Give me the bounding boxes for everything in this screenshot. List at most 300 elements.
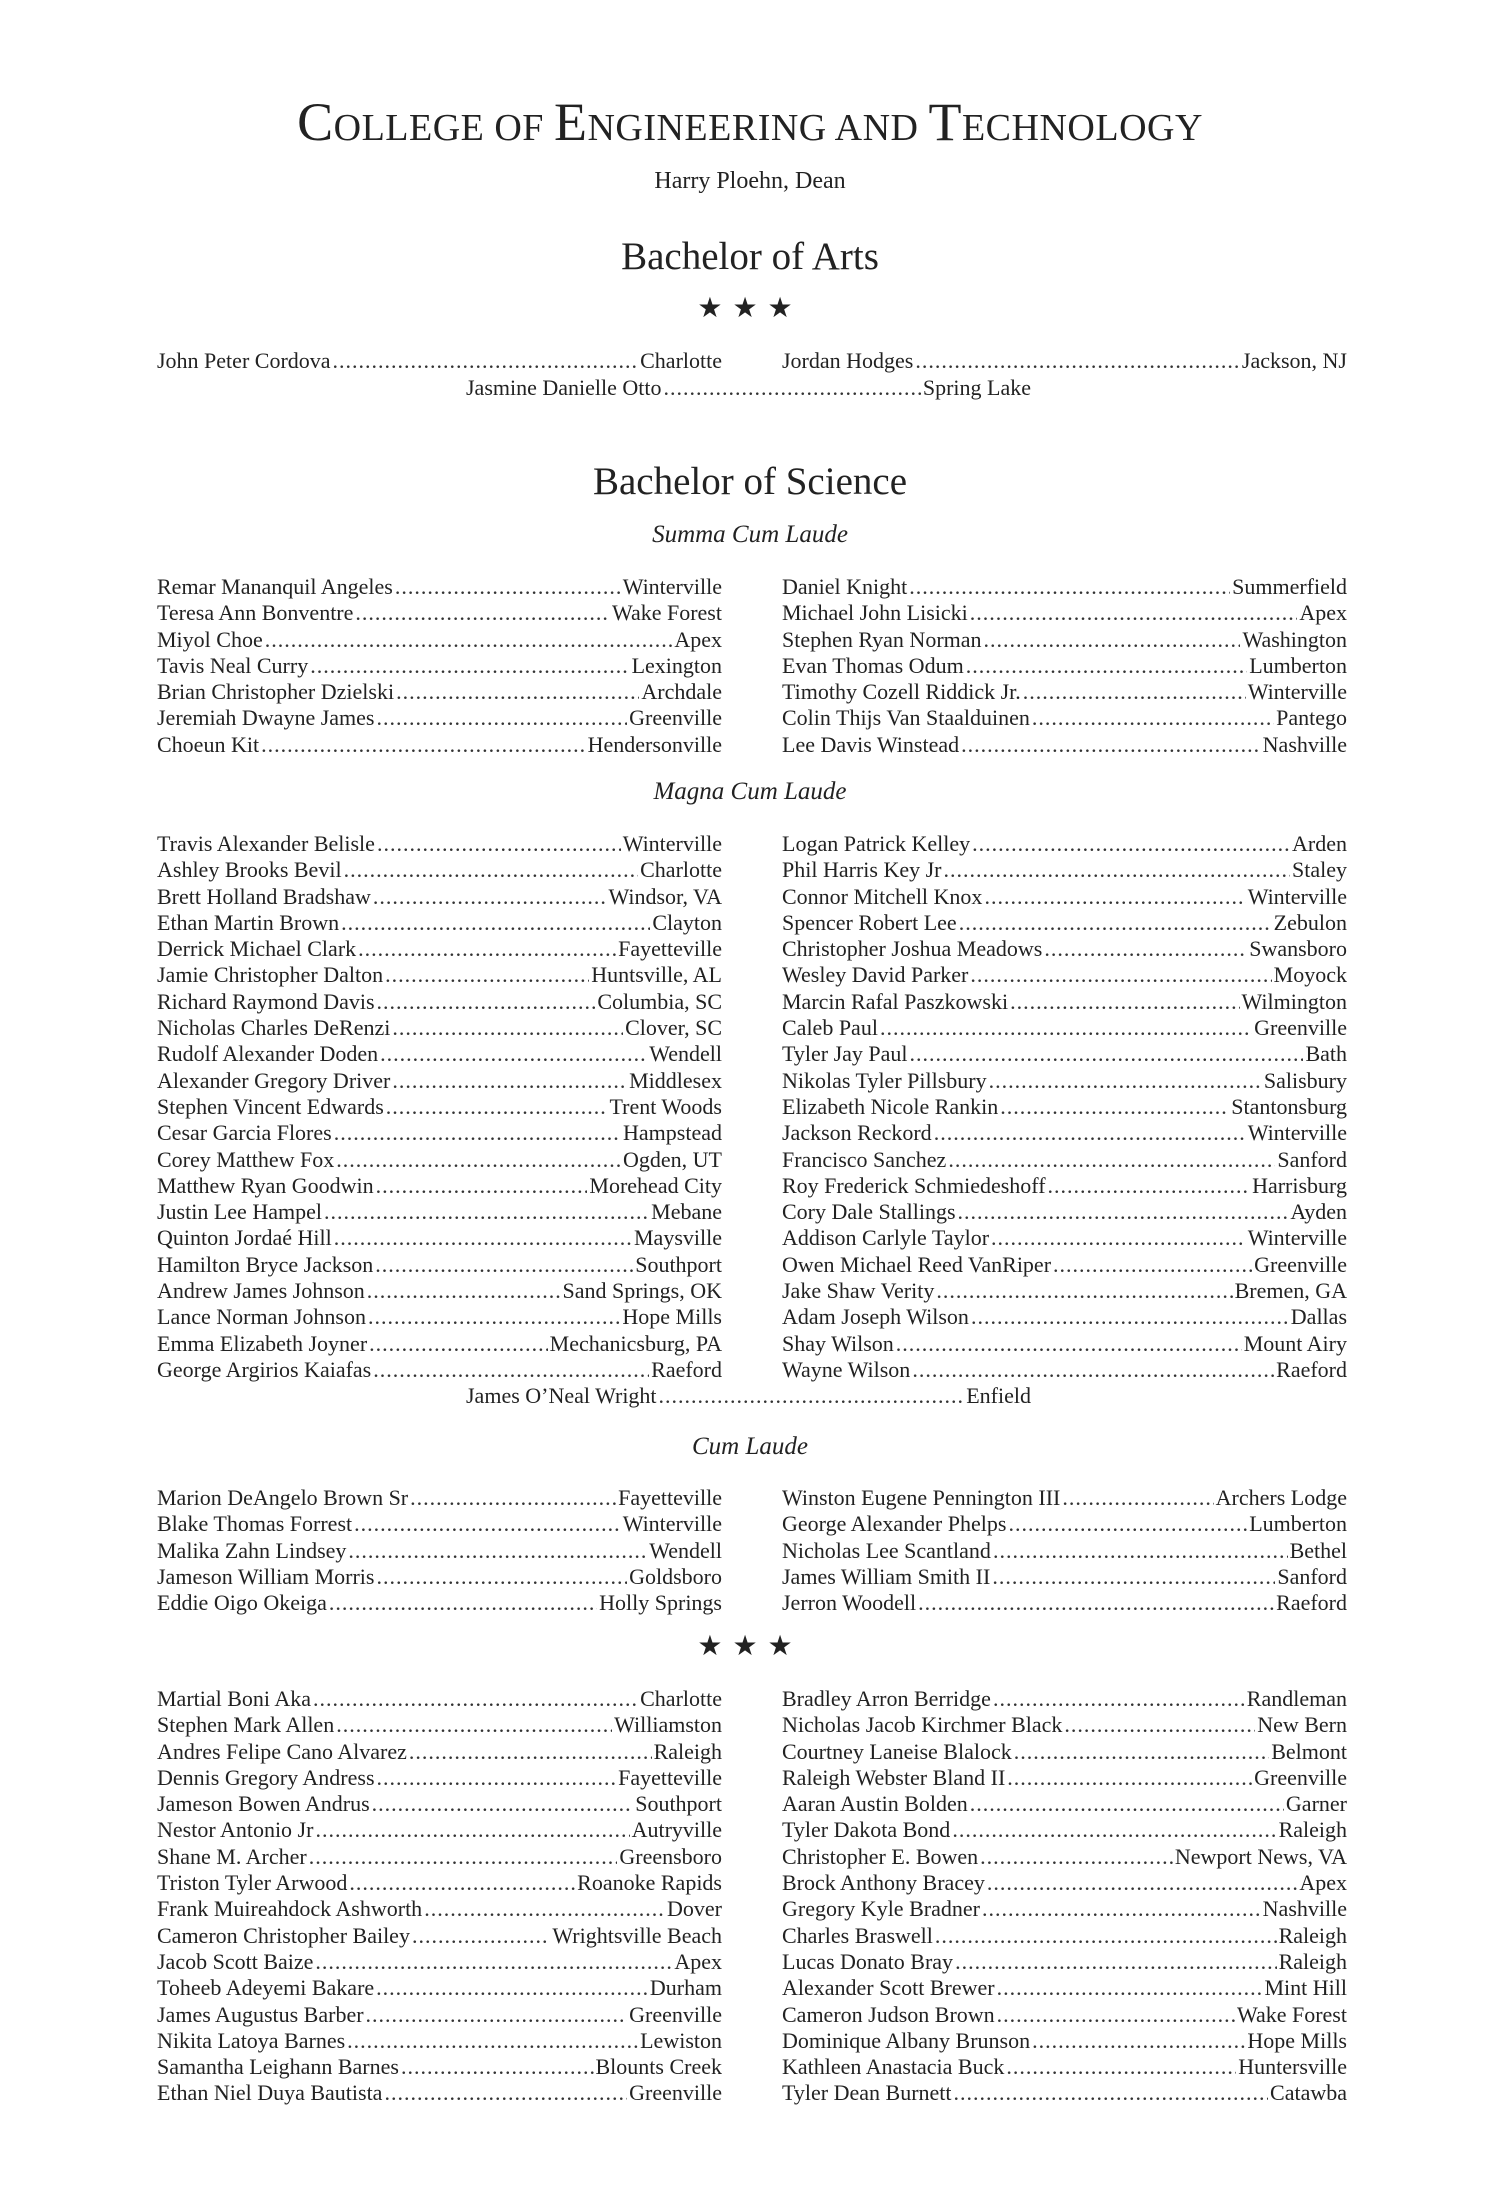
graduate-name: Ethan Niel Duya Bautista — [157, 2080, 383, 2106]
graduate-hometown: Jackson, NJ — [1241, 348, 1347, 373]
dot-leader — [880, 1015, 1252, 1041]
graduate-hometown: Staley — [1292, 857, 1347, 883]
graduate-hometown: Mechanicsburg, PA — [549, 1330, 722, 1356]
graduate-name: Brett Holland Bradshaw — [157, 883, 371, 909]
dot-leader — [315, 1817, 629, 1843]
dot-leader — [392, 1068, 627, 1094]
magna-center-entry — [466, 1383, 1031, 1409]
list-item — [782, 1896, 1347, 1922]
graduate-name: Owen Michael Reed VanRiper — [782, 1251, 1052, 1277]
graduate-hometown: Fayetteville — [618, 936, 722, 962]
graduate-name: Aaran Austin Bolden — [782, 1791, 968, 1817]
list-item — [782, 1015, 1347, 1041]
list-item — [466, 1383, 1031, 1409]
list-item — [782, 1564, 1347, 1590]
graduate-hometown: Apex — [674, 626, 722, 652]
list-item — [157, 857, 722, 883]
dot-leader — [954, 2080, 1269, 2106]
graduate-hometown: Clover, SC — [625, 1015, 722, 1041]
graduate-name: John Peter Cordova — [157, 348, 331, 373]
title-cap-1: C — [297, 92, 334, 152]
general-left-column — [157, 1686, 722, 2107]
graduate-name: Richard Raymond Davis — [157, 988, 375, 1014]
ba-heading: Bachelor of Arts — [621, 235, 879, 278]
graduate-hometown: Hendersonville — [587, 731, 722, 757]
list-item — [782, 1739, 1347, 1765]
graduate-hometown: Archers Lodge — [1215, 1485, 1347, 1510]
graduate-name: Tyler Dakota Bond — [782, 1817, 951, 1843]
graduate-name: Andrew James Johnson — [157, 1278, 365, 1304]
graduate-hometown: Apex — [1299, 600, 1347, 626]
list-item — [782, 1511, 1347, 1537]
graduate-hometown: Hampstead — [623, 1120, 722, 1146]
graduate-name: Martial Boni Aka — [157, 1686, 311, 1711]
graduate-hometown: Greenville — [1254, 1015, 1347, 1041]
graduate-name: Hamilton Bryce Jackson — [157, 1251, 374, 1277]
list-item — [782, 1712, 1347, 1738]
list-item — [157, 1173, 722, 1199]
list-item — [157, 1765, 722, 1791]
list-item — [157, 1278, 722, 1304]
list-item — [157, 910, 722, 936]
graduate-hometown: Dallas — [1290, 1304, 1347, 1330]
list-item — [157, 1923, 722, 1949]
dot-leader — [377, 1765, 617, 1791]
dot-leader — [369, 1331, 548, 1357]
graduate-hometown: Raleigh — [1278, 1922, 1347, 1948]
graduate-hometown: Apex — [674, 1948, 722, 1974]
graduate-hometown: Blounts Creek — [595, 2054, 722, 2080]
dot-leader — [1048, 1173, 1251, 1199]
dot-leader — [1062, 1485, 1213, 1511]
graduate-name: Jameson Bowen Andrus — [157, 1791, 370, 1817]
graduate-hometown: Mebane — [651, 1199, 722, 1225]
ba-right-column — [782, 348, 1347, 374]
dot-leader — [341, 910, 650, 936]
graduate-name: Charles Braswell — [782, 1922, 933, 1948]
dot-leader — [961, 732, 1261, 758]
dot-leader — [659, 1383, 965, 1409]
list-item — [782, 1068, 1347, 1094]
dot-leader — [896, 1331, 1242, 1357]
list-item — [782, 574, 1347, 600]
list-item — [782, 2080, 1347, 2106]
dot-leader — [934, 1120, 1246, 1146]
graduate-name: Blake Thomas Forrest — [157, 1511, 353, 1537]
dot-leader — [372, 1791, 634, 1817]
dot-leader — [987, 1870, 1297, 1896]
dot-leader — [336, 1147, 621, 1173]
cum-laude-heading: Cum Laude — [692, 1433, 808, 1460]
graduate-hometown: Clayton — [652, 909, 722, 935]
dot-leader — [1014, 1739, 1270, 1765]
list-item — [157, 1015, 722, 1041]
graduate-name: Elizabeth Nicole Rankin — [782, 1093, 999, 1119]
graduate-hometown: Roanoke Rapids — [577, 1870, 722, 1896]
graduate-hometown: Autryville — [631, 1817, 722, 1843]
graduate-name: Lee Davis Winstead — [782, 731, 960, 757]
graduate-name: Ethan Martin Brown — [157, 909, 340, 935]
list-item — [782, 831, 1347, 857]
graduate-name: Toheeb Adeyemi Bakare — [157, 1975, 375, 2001]
magna-right-column — [782, 831, 1347, 1383]
list-item — [157, 732, 722, 758]
cum-laude-left-column — [157, 1485, 722, 1616]
graduate-hometown: Maysville — [634, 1225, 722, 1251]
graduate-hometown: Sanford — [1277, 1146, 1347, 1172]
graduate-name: Nikita Latoya Barnes — [157, 2027, 346, 2053]
graduate-name: Christopher E. Bowen — [782, 1843, 979, 1869]
graduate-hometown: Mount Airy — [1243, 1330, 1347, 1356]
graduate-hometown: Wilmington — [1241, 988, 1347, 1014]
dot-leader — [329, 1590, 597, 1616]
graduate-hometown: Greenville — [629, 705, 722, 731]
list-item — [782, 2002, 1347, 2028]
graduate-name: James Augustus Barber — [157, 2001, 364, 2027]
graduate-hometown: Hope Mills — [1247, 2027, 1347, 2053]
dean-line: Harry Ploehn, Dean — [654, 168, 846, 194]
dot-leader — [936, 1278, 1232, 1304]
graduate-hometown: Holly Springs — [599, 1590, 722, 1616]
graduate-name: Phil Harris Key Jr — [782, 857, 942, 883]
graduate-name: Lance Norman Johnson — [157, 1304, 366, 1330]
dot-leader — [971, 1304, 1289, 1330]
dot-leader — [912, 1357, 1274, 1383]
list-item — [157, 1739, 722, 1765]
list-item — [782, 1199, 1347, 1225]
list-item — [782, 1949, 1347, 1975]
dot-leader — [1044, 936, 1247, 962]
graduate-name: Roy Frederick Schmiedeshoff — [782, 1172, 1046, 1198]
dot-leader — [915, 348, 1240, 374]
list-item — [782, 627, 1347, 653]
graduate-name: Jamie Christopher Dalton — [157, 962, 384, 988]
graduate-hometown: Wake Forest — [1236, 2001, 1347, 2027]
general-right-column — [782, 1686, 1347, 2107]
list-item — [157, 627, 722, 653]
graduate-name: Dominique Albany Brunson — [782, 2027, 1031, 2053]
graduate-name: Alexander Scott Brewer — [782, 1975, 995, 2001]
graduate-hometown: Sand Springs, OK — [562, 1278, 722, 1304]
graduate-hometown: Wrightsville Beach — [552, 1922, 722, 1948]
dot-leader — [358, 936, 616, 962]
graduate-hometown: Apex — [1299, 1870, 1347, 1896]
graduate-hometown: Ogden, UT — [623, 1146, 722, 1172]
graduate-name: Marcin Rafal Paszkowski — [782, 988, 1009, 1014]
graduate-hometown: Trent Woods — [609, 1093, 722, 1119]
list-item — [782, 1304, 1347, 1330]
dot-leader — [970, 1791, 1284, 1817]
graduate-name: Daniel Knight — [782, 574, 908, 599]
list-item — [782, 962, 1347, 988]
graduate-hometown: Newport News, VA — [1174, 1843, 1347, 1869]
graduate-hometown: Sanford — [1277, 1563, 1347, 1589]
list-item — [157, 574, 722, 600]
list-item — [157, 2080, 722, 2106]
dot-leader — [1007, 1765, 1252, 1791]
title-rest-2: NGINEERING AND — [587, 107, 919, 149]
dot-leader — [997, 2002, 1235, 2028]
graduate-hometown: Summerfield — [1232, 574, 1347, 599]
dot-leader — [918, 1590, 1274, 1616]
magna-left-column — [157, 831, 722, 1383]
graduate-name: Stephen Mark Allen — [157, 1712, 335, 1738]
dot-leader — [368, 1304, 620, 1330]
list-item — [157, 1304, 722, 1330]
graduate-hometown: Winterville — [1247, 1225, 1347, 1251]
list-item — [157, 1199, 722, 1225]
graduate-name: Cory Dale Stallings — [782, 1199, 956, 1225]
list-item — [466, 375, 1031, 401]
graduate-name: Nicholas Jacob Kirchmer Black — [782, 1712, 1063, 1738]
graduate-name: Stephen Vincent Edwards — [157, 1093, 384, 1119]
list-item — [157, 2054, 722, 2080]
graduate-name: Jordan Hodges — [782, 348, 914, 373]
list-item — [157, 1817, 722, 1843]
list-item — [157, 1538, 722, 1564]
graduate-hometown: Enfield — [966, 1383, 1031, 1408]
list-item — [157, 1870, 722, 1896]
graduate-name: Emma Elizabeth Joyner — [157, 1330, 368, 1356]
dot-leader — [1008, 1511, 1247, 1537]
list-item — [782, 1485, 1347, 1511]
graduate-name: Lucas Donato Bray — [782, 1948, 954, 1974]
graduate-hometown: Harrisburg — [1252, 1172, 1347, 1198]
graduate-hometown: Garner — [1285, 1791, 1347, 1817]
graduate-name: Frank Muireahdock Ashworth — [157, 1896, 423, 1922]
dot-leader — [373, 884, 607, 910]
dot-leader — [412, 1923, 550, 1949]
dot-leader — [909, 574, 1230, 600]
graduate-name: James O’Neal Wright — [466, 1383, 657, 1408]
ba-center-entry — [466, 375, 1031, 401]
list-item — [782, 1120, 1347, 1146]
graduate-name: Nikolas Tyler Pillsbury — [782, 1067, 987, 1093]
dot-leader — [261, 732, 586, 758]
graduate-hometown: Greenville — [629, 2080, 722, 2106]
graduate-name: Jake Shaw Verity — [782, 1278, 935, 1304]
dot-leader — [380, 1041, 647, 1067]
graduate-name: George Alexander Phelps — [782, 1511, 1007, 1537]
graduate-hometown: Hope Mills — [622, 1304, 722, 1330]
list-item — [782, 1147, 1347, 1173]
dot-leader — [1010, 989, 1239, 1015]
graduate-hometown: Washington — [1242, 626, 1347, 652]
list-item — [782, 1538, 1347, 1564]
dot-leader — [958, 1199, 1289, 1225]
list-item — [782, 1331, 1347, 1357]
list-item — [157, 348, 722, 374]
dot-leader — [377, 989, 596, 1015]
graduate-hometown: Raleigh — [653, 1738, 722, 1764]
graduate-hometown: Goldsboro — [629, 1563, 722, 1589]
graduate-hometown: Bath — [1305, 1041, 1347, 1067]
graduate-name: Christopher Joshua Meadows — [782, 936, 1043, 962]
list-item — [782, 705, 1347, 731]
dot-leader — [992, 1564, 1275, 1590]
graduate-name: Bradley Arron Berridge — [782, 1686, 991, 1711]
list-item — [157, 1357, 722, 1383]
graduate-hometown: Salisbury — [1263, 1067, 1347, 1093]
graduate-hometown: Stantonsburg — [1231, 1093, 1347, 1119]
graduate-name: Brian Christopher Dzielski — [157, 679, 395, 705]
college-title — [0, 92, 1500, 154]
summa-heading: Summa Cum Laude — [652, 521, 848, 548]
ba-stars: ★★★ — [697, 293, 803, 324]
list-item — [782, 857, 1347, 883]
graduate-hometown: Charlotte — [640, 348, 722, 373]
list-item — [157, 1844, 722, 1870]
dot-leader — [347, 2028, 638, 2054]
dot-leader — [385, 962, 589, 988]
graduate-name: Timothy Cozell Riddick Jr. — [782, 679, 1021, 705]
graduate-hometown: Bethel — [1289, 1537, 1347, 1563]
dot-leader — [396, 679, 639, 705]
title-cap-3: T — [928, 92, 962, 152]
graduate-name: Kathleen Anastacia Buck — [782, 2054, 1005, 2080]
list-item — [782, 1686, 1347, 1712]
graduate-hometown: Huntsville, AL — [591, 962, 722, 988]
list-item — [157, 884, 722, 910]
graduate-name: Malika Zahn Lindsey — [157, 1537, 347, 1563]
graduate-name: Connor Mitchell Knox — [782, 883, 983, 909]
dot-leader — [366, 2002, 628, 2028]
dot-leader — [395, 574, 621, 600]
graduate-name: Nestor Antonio Jr — [157, 1817, 314, 1843]
magna-heading: Magna Cum Laude — [653, 778, 847, 805]
graduate-name: Derrick Michael Clark — [157, 936, 357, 962]
graduate-name: Colin Thijs Van Staalduinen — [782, 705, 1030, 731]
dot-leader — [1032, 2028, 1245, 2054]
dot-leader — [265, 627, 673, 653]
graduate-hometown: Winterville — [622, 1511, 722, 1537]
graduate-name: Remar Mananquil Angeles — [157, 574, 393, 599]
dot-leader — [664, 375, 921, 401]
list-item — [157, 1791, 722, 1817]
graduate-hometown: Archdale — [641, 679, 722, 705]
graduate-name: Jacob Scott Baize — [157, 1948, 314, 1974]
graduate-hometown: Raeford — [651, 1356, 722, 1382]
graduate-name: Courtney Laneise Blalock — [782, 1738, 1012, 1764]
graduate-hometown: Windsor, VA — [608, 883, 722, 909]
list-item — [782, 1817, 1347, 1843]
dot-leader — [324, 1199, 649, 1225]
graduate-hometown: Arden — [1292, 831, 1347, 856]
dot-leader — [334, 1120, 621, 1146]
list-item — [157, 705, 722, 731]
graduate-name: Nicholas Lee Scantland — [782, 1537, 991, 1563]
graduate-hometown: Pantego — [1276, 705, 1347, 731]
list-item — [157, 600, 722, 626]
graduate-name: Triston Tyler Arwood — [157, 1870, 348, 1896]
list-item — [157, 679, 722, 705]
list-item — [157, 1120, 722, 1146]
graduate-hometown: Huntersville — [1238, 2054, 1347, 2080]
graduate-name: Andres Felipe Cano Alvarez — [157, 1738, 407, 1764]
graduate-hometown: Middlesex — [629, 1067, 722, 1093]
list-item — [157, 936, 722, 962]
dot-leader — [993, 1538, 1288, 1564]
list-item — [782, 884, 1347, 910]
graduate-name: Jerron Woodell — [782, 1590, 917, 1616]
dot-leader — [966, 653, 1248, 679]
list-item — [157, 1896, 722, 1922]
graduate-hometown: Catawba — [1270, 2080, 1347, 2106]
graduate-name: Logan Patrick Kelley — [782, 831, 971, 856]
dot-leader — [355, 600, 610, 626]
dot-leader — [376, 705, 627, 731]
graduate-hometown: Southport — [635, 1251, 722, 1277]
title-rest-1: OLLEGE OF — [333, 107, 544, 149]
list-item — [157, 1331, 722, 1357]
list-item — [157, 1485, 722, 1511]
graduate-hometown: Lewiston — [640, 2027, 722, 2053]
dot-leader — [997, 1975, 1263, 2001]
graduate-hometown: Morehead City — [589, 1172, 722, 1198]
graduate-name: Nicholas Charles DeRenzi — [157, 1015, 391, 1041]
graduate-hometown: Southport — [635, 1791, 722, 1817]
dot-leader — [970, 600, 1298, 626]
graduate-name: Addison Carlyle Taylor — [782, 1225, 990, 1251]
list-item — [782, 1975, 1347, 2001]
graduate-name: Teresa Ann Bonventre — [157, 600, 354, 626]
list-item — [782, 1252, 1347, 1278]
graduate-name: Quinton Jordaé Hill — [157, 1225, 332, 1251]
dot-leader — [943, 857, 1290, 883]
graduate-hometown: Lumberton — [1249, 1511, 1347, 1537]
dot-leader — [1064, 1712, 1255, 1738]
graduate-hometown: Greensboro — [619, 1843, 722, 1869]
list-item — [157, 1712, 722, 1738]
list-item — [782, 1590, 1347, 1616]
graduate-hometown: Nashville — [1262, 1896, 1347, 1922]
graduate-hometown: Lexington — [631, 652, 722, 678]
graduate-name: Spencer Robert Lee — [782, 909, 957, 935]
graduate-hometown: Winterville — [1247, 1120, 1347, 1146]
graduate-name: Tavis Neal Curry — [157, 652, 309, 678]
bs-heading: Bachelor of Science — [592, 460, 908, 503]
list-item — [157, 653, 722, 679]
graduate-name: Evan Thomas Odum — [782, 652, 964, 678]
graduate-name: Cameron Christopher Bailey — [157, 1922, 410, 1948]
graduate-name: Choeun Kit — [157, 731, 260, 757]
graduate-hometown: Moyock — [1273, 962, 1347, 988]
graduate-name: Gregory Kyle Bradner — [782, 1896, 980, 1922]
list-item — [782, 1173, 1347, 1199]
graduate-name: Winston Eugene Pennington III — [782, 1485, 1061, 1510]
graduate-name: Rudolf Alexander Doden — [157, 1041, 379, 1067]
list-item — [157, 1564, 722, 1590]
dot-leader — [313, 1686, 638, 1712]
graduate-name: Cameron Judson Brown — [782, 2001, 995, 2027]
dot-leader — [982, 1896, 1261, 1922]
dot-leader — [424, 1896, 665, 1922]
list-item — [157, 1686, 722, 1712]
title-rest-3: ECHNOLOGY — [961, 107, 1203, 149]
graduate-hometown: New Bern — [1257, 1712, 1347, 1738]
graduate-name: Wayne Wilson — [782, 1356, 911, 1382]
ba-left-column — [157, 348, 722, 374]
list-item — [157, 1068, 722, 1094]
graduate-hometown: Ayden — [1290, 1199, 1347, 1225]
dot-leader — [991, 1225, 1246, 1251]
graduate-name: Caleb Paul — [782, 1015, 878, 1041]
graduate-name: Jasmine Danielle Otto — [466, 375, 662, 400]
dot-leader — [1006, 2054, 1236, 2080]
list-item — [157, 1975, 722, 2001]
list-item — [157, 1252, 722, 1278]
graduate-hometown: Greenville — [1254, 1251, 1347, 1277]
